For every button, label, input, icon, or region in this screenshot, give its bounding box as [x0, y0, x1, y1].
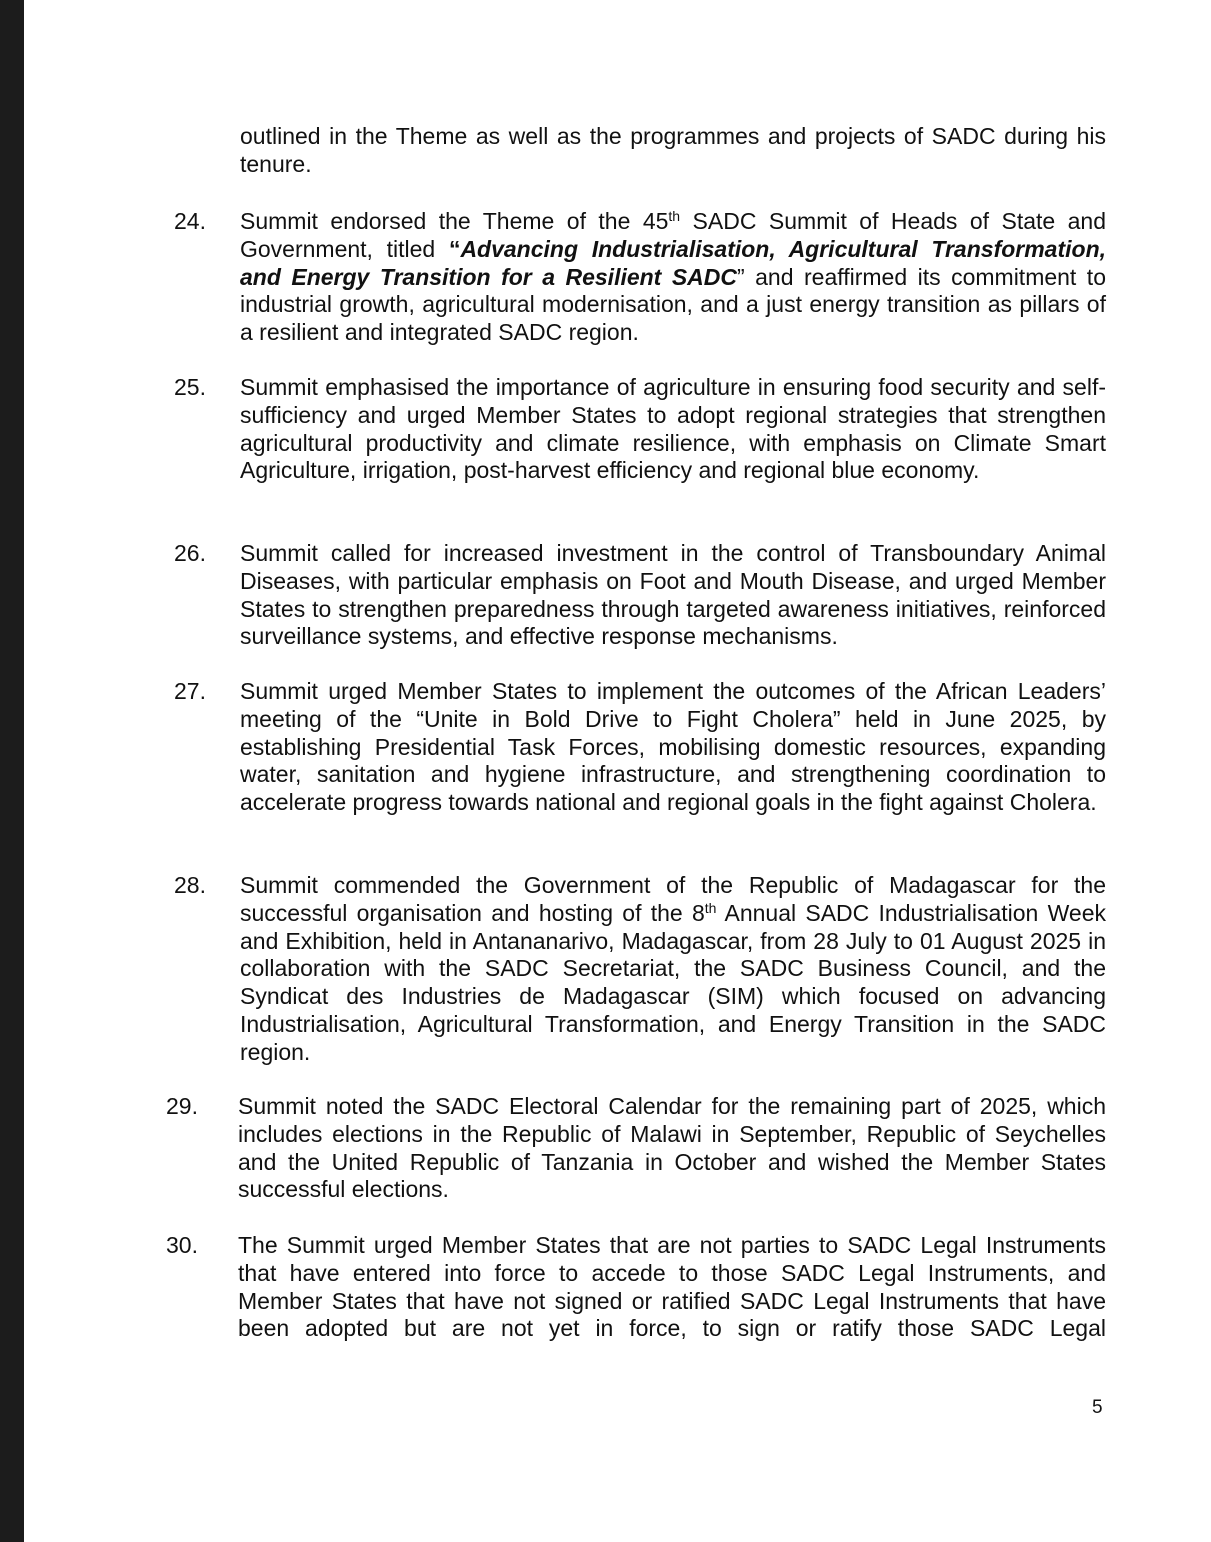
paragraph-number: 25. [174, 374, 206, 400]
paragraph-number: 27. [174, 678, 206, 704]
paragraph-number: 28. [174, 872, 206, 898]
paragraph-number: 26. [174, 540, 206, 566]
paragraph-text: Summit called for increased investment in the control of Transboundary Animal Diseases, with particular emphasis on Foot and Mouth Disease, and urged Member States to strengthen preparedness through targeted awareness initiatives, reinforced surveillance systems, and effective response mechanisms. [240, 540, 1106, 650]
summit-theme-title: Advancing Industrialisation, Agricultural Transformation, and Energy Transition for a Resilient SADC [240, 235, 1107, 290]
paragraph-text: Summit noted the SADC Electoral Calendar for the remaining part of 2025, which includes elections in the Republic of Malawi in September, Republic of Seychelles and the United Republic of Tanzania in October and wished the Member States successful elections. [238, 1093, 1106, 1203]
paragraph-text: Summit emphasised the importance of agriculture in ensuring food security and self-sufficiency and urged Member States to adopt regional strategies that strengthen agricultural productivity and climate resilience, with emphasis on Climate Smart Agriculture, irrigation, post-harvest efficiency and regional blue economy. [240, 374, 1106, 484]
continued-paragraph-text: outlined in the Theme as well as the programmes and projects of SADC during his tenure. [240, 123, 1106, 177]
paragraph-text: Summit commended the Government of the Republic of Madagascar for the successful organisation and hosting of the 8th Annual SADC Industrialisation Week and Exhibition, held in Antananarivo, Madagascar, from 28 July to 01 August 2025 in collaboration with the SADC Secretariat, the SADC Business Council, and the Syndicat des Industries de Madagascar (SIM) which focused on advancing Industrialisation, Agricultural Transformation, and Energy Transition in the SADC region. [240, 872, 1106, 1065]
paragraph-number: 29. [166, 1093, 198, 1119]
paragraph-text: Summit endorsed the Theme of the 45th SADC Summit of Heads of State and Government, titled “Advancing Industrialisation, Agricultural Transformation, and Energy Transition for a Resilient SADC” and reaffirmed its commitment to industrial growth, agricultural modernisation, and a just energy transition as pillars of a resilient and integrated SADC region. [240, 208, 1107, 346]
page-number: 5 [1092, 1397, 1103, 1418]
paragraph-number: 30. [166, 1232, 198, 1258]
document-page [24, 0, 1211, 1542]
paragraph-text: The Summit urged Member States that are not parties to SADC Legal Instruments that have entered into force to accede to those SADC Legal Instruments, and Member States that have not signed or ratified SADC Legal Instruments that have been adopted but are not yet in force, to sign or ratify those SADC Legal [238, 1232, 1106, 1342]
dark-left-margin [0, 0, 24, 1542]
paragraph-text: Summit urged Member States to implement the outcomes of the African Leaders’ meeting of the “Unite in Bold Drive to Fight Cholera” held in June 2025, by establishing Presidential Task Forces, mobilising domestic resources, expanding water, sanitation and hygiene infrastructure, and strengthening coordination to accelerate progress towards national and regional goals in the fight against Cholera. [240, 678, 1106, 816]
paragraph-number: 24. [174, 208, 206, 234]
